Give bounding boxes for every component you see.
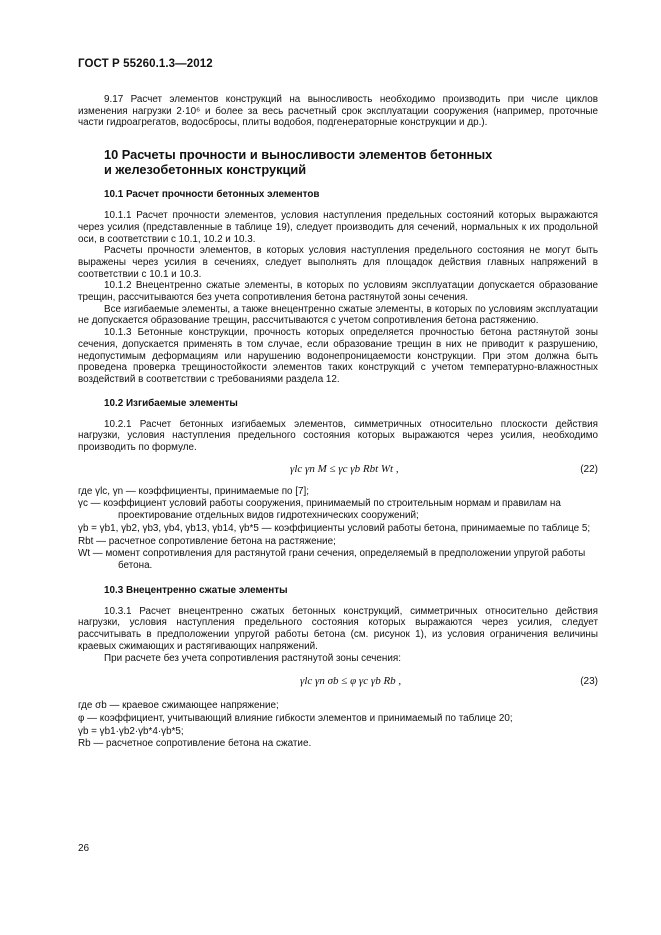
formula-22 <box>78 460 598 482</box>
section-10-title <box>104 147 598 177</box>
definition-item <box>78 523 598 535</box>
paragraph-10-3-1b: При расчете без учета сопротивления растянутой зоны сечения: <box>104 652 401 664</box>
definition-item <box>78 700 598 712</box>
subsection-10-1-title: 10.1 Расчет прочности бетонных элементов <box>104 189 320 201</box>
definition-item <box>78 548 598 571</box>
formula-23-definitions <box>78 700 598 750</box>
definition-text: краевое сжимающее напряжение; <box>122 700 279 712</box>
subsection-10-3-title: 10.3 Внецентренно сжатые элементы <box>104 584 288 596</box>
paragraph-10-2-1: 10.2.1 Расчет бетонных изгибаемых элементов, симметричных относительно плоскости действия нагрузки, условия наступления предельного состояния которых выражаются через усилия, необходимо производить по формуле. <box>78 418 598 454</box>
formula-23-expression: γlc γn σb ≤ φ γc γb Rb , <box>300 675 402 688</box>
definition-symbol: где γlc, γn — <box>78 485 139 497</box>
definition-text: момент сопротивления для растянутой грани сечения, определяемый в предположении упругой работы бетона. <box>105 548 586 571</box>
definition-symbol: γb = γb1, γb2, γb3, γb4, γb13, γb14, γb*5 — <box>78 522 275 534</box>
paragraph-10-1-2: 10.1.2 Внецентренно сжатые элементы, в которых по условиям эксплуатации допускается образование трещин, рассчитываются без учета сопротивления бетона растянутой зоны сечения. <box>78 280 598 304</box>
definition-symbol: Rbt — <box>78 535 109 547</box>
paragraph-10-1-1b: Расчеты прочности элементов, в которых условия наступления предельного состояния не могут быть выражены через усилия в сечениях, следует выполнять для площадок действия главных напряжений в соответствии с 10.1 и 10.3. <box>78 245 598 280</box>
section-10-title-line1: 10 Расчеты прочности и выносливости элементов бетонных <box>104 147 493 163</box>
formula-23-number: (23) <box>580 676 598 688</box>
definition-text: коэффициент условий работы сооружения, принимаемый по строительным нормам и правилам на проектирование отдельных видов гидротехнических сооружений; <box>103 498 561 522</box>
definition-item <box>78 486 598 498</box>
paragraph-10-1-3: 10.1.3 Бетонные конструкции, прочность которых определяется прочностью бетона растянутой зоны сечения, допускается применять в том случае, если образование трещин в них не приводит к разрушению, недопустимым деформациям или нарушению водонепроницаемости конструкции. При этом должна быть проведена проверка трещиностойкости элементов таких конструкций с учетом температурно-влажностных воздействий в соответствии с требованиями раздела 12. <box>78 327 598 385</box>
definition-item <box>78 536 598 548</box>
definition-symbol: φ — <box>78 712 100 724</box>
paragraph-9-17: 9.17 Расчет элементов конструкций на выносливость необходимо производить при числе циклов изменения нагрузки 2·10⁶ и более за весь расчетный срок эксплуатации сооружения (например, проточные части гидроагрегатов, водосбросы, плиты водобоя, подгенераторные конструкции и др.). <box>78 94 598 129</box>
definition-item <box>78 713 598 725</box>
paragraph-10-1-2b: Все изгибаемые элементы, а также внецентренно сжатые элементы, в которых по условиям эксплуатации не допускается образование трещин, рассчитываются с учетом сопротивления бетона растяжению. <box>78 303 598 327</box>
paragraph-10-3-1: 10.3.1 Расчет внецентренно сжатых бетонных конструкций, симметричных относительно действия нагрузки, условия наступления предельного состояния которых выражаются через усилия, следует рассчитывать в предположении упругой работы бетона (см. рисунок 1), из условия ограничения величины краевых сжимающих и растягивающих напряжений. <box>78 605 598 652</box>
document-header: ГОСТ Р 55260.1.3—2012 <box>78 58 213 70</box>
formula-22-definitions <box>78 486 598 572</box>
definition-item <box>78 498 598 521</box>
formula-22-expression: γlc γn M ≤ γc γb Rbt Wt , <box>290 462 399 475</box>
definition-symbol: Wt — <box>78 548 106 560</box>
subsection-10-2-title: 10.2 Изгибаемые элементы <box>104 397 238 409</box>
definition-text: γb = γb1·γb2·γb*4·γb*5; <box>78 725 184 737</box>
definition-text: коэффициент, учитывающий влияние гибкости элементов и принимаемый по таблице 20; <box>99 712 513 724</box>
definition-item <box>78 738 598 750</box>
definition-symbol: Rb — <box>78 738 106 750</box>
page-number: 26 <box>78 843 90 854</box>
section-10-title-line2: и железобетонных конструкций <box>104 162 307 178</box>
definition-text: расчетное сопротивление бетона на растяжение; <box>108 535 336 547</box>
definition-item <box>78 726 598 738</box>
definition-symbol: где σb — <box>78 700 123 712</box>
document-body <box>78 94 598 751</box>
formula-22-number: (22) <box>580 463 598 475</box>
paragraph-10-1-1: 10.1.1 Расчет прочности элементов, условия наступления предельных состояний которых выражаются через усилия (представленные в таблице 19), следует производить для сечений, нормальных к их продольной оси, в соответствии с 10.1, 10.2 и 10.3. <box>78 210 598 245</box>
definition-symbol: γc — <box>78 498 104 510</box>
definition-text: коэффициенты условий работы бетона, принимаемые по таблице 5; <box>274 522 591 534</box>
definition-text: расчетное сопротивление бетона на сжатие. <box>106 738 312 750</box>
formula-23 <box>78 672 598 694</box>
definition-text: коэффициенты, принимаемые по [7]; <box>138 485 309 497</box>
